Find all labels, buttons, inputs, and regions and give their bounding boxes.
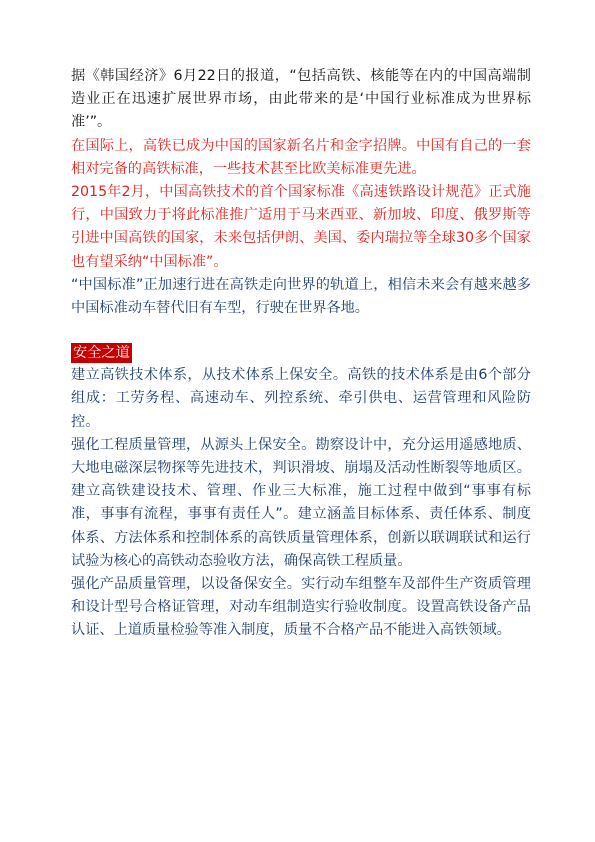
section-heading: 安全之道 (73, 345, 130, 362)
paragraph-korea-economy-report: 据《韩国经济》6月22日的报道，“包括高铁、核能等在内的中国高端制造业正在迅速扩展世界市场，由此带来的是‘中国行业标准成为世界标准’”。 (71, 68, 531, 131)
paragraph-tech-system: 建立高铁技术体系，从技术体系上保安全。高铁的技术体系是由6个部分组成：工劳务程、高速动车、列控系统、牵引供电、运营管理和风险防控。 (71, 367, 531, 430)
section-safety (71, 342, 531, 642)
paragraph-national-standard-2015: 2015年2月，中国高铁技术的首个国家标准《高速铁路设计规范》正式施行，中国致力于将此标准推广适用于马来西亚、新加坡、印度、俄罗斯等引进中国高铁的国家，未来包括伊朗、美国、委内瑞拉等全球30多个国家也有望采纳“中国标准”。 (71, 184, 531, 270)
paragraph-product-quality: 强化产品质量管理，以设备保安全。实行动车组整车及部件生产资质管理和设计型号合格证管理，对动车组制造实行验收制度。设置高铁设备产品认证、上道质量检验等准入制度，质量不合格产品不能进入高铁领域。 (71, 576, 531, 639)
section-spacer (71, 320, 531, 342)
paragraph-china-standard-future: “中国标准”正加速行进在高铁走向世界的轨道上，相信未来会有越来越多中国标准动车替代旧有车型，行驶在世界各地。 (71, 276, 531, 317)
article-body (71, 65, 531, 643)
paragraph-international-calling-card: 在国际上，高铁已成为中国的国家新名片和金字招牌。中国有自己的一套相对完备的高铁标准，一些技术甚至比欧美标准更先进。 (71, 137, 531, 177)
paragraph-engineering-quality: 强化工程质量管理，从源头上保安全。勘察设计中，充分运用遥感地质、大地电磁深层物探等先进技术，判识滑坡、崩塌及活动性断裂等地质区。建立高铁建设技术、管理、作业三大标准，施工过程中做到“事事有标准，事事有流程，事事有责任人”。建立涵盖目标体系、责任体系、制度体系、方法体系和控制体系的高铁质量管理体系，创新以联调联试和运行试验为核心的高铁动态验收方法，确保高铁工程质量。 (71, 436, 531, 569)
